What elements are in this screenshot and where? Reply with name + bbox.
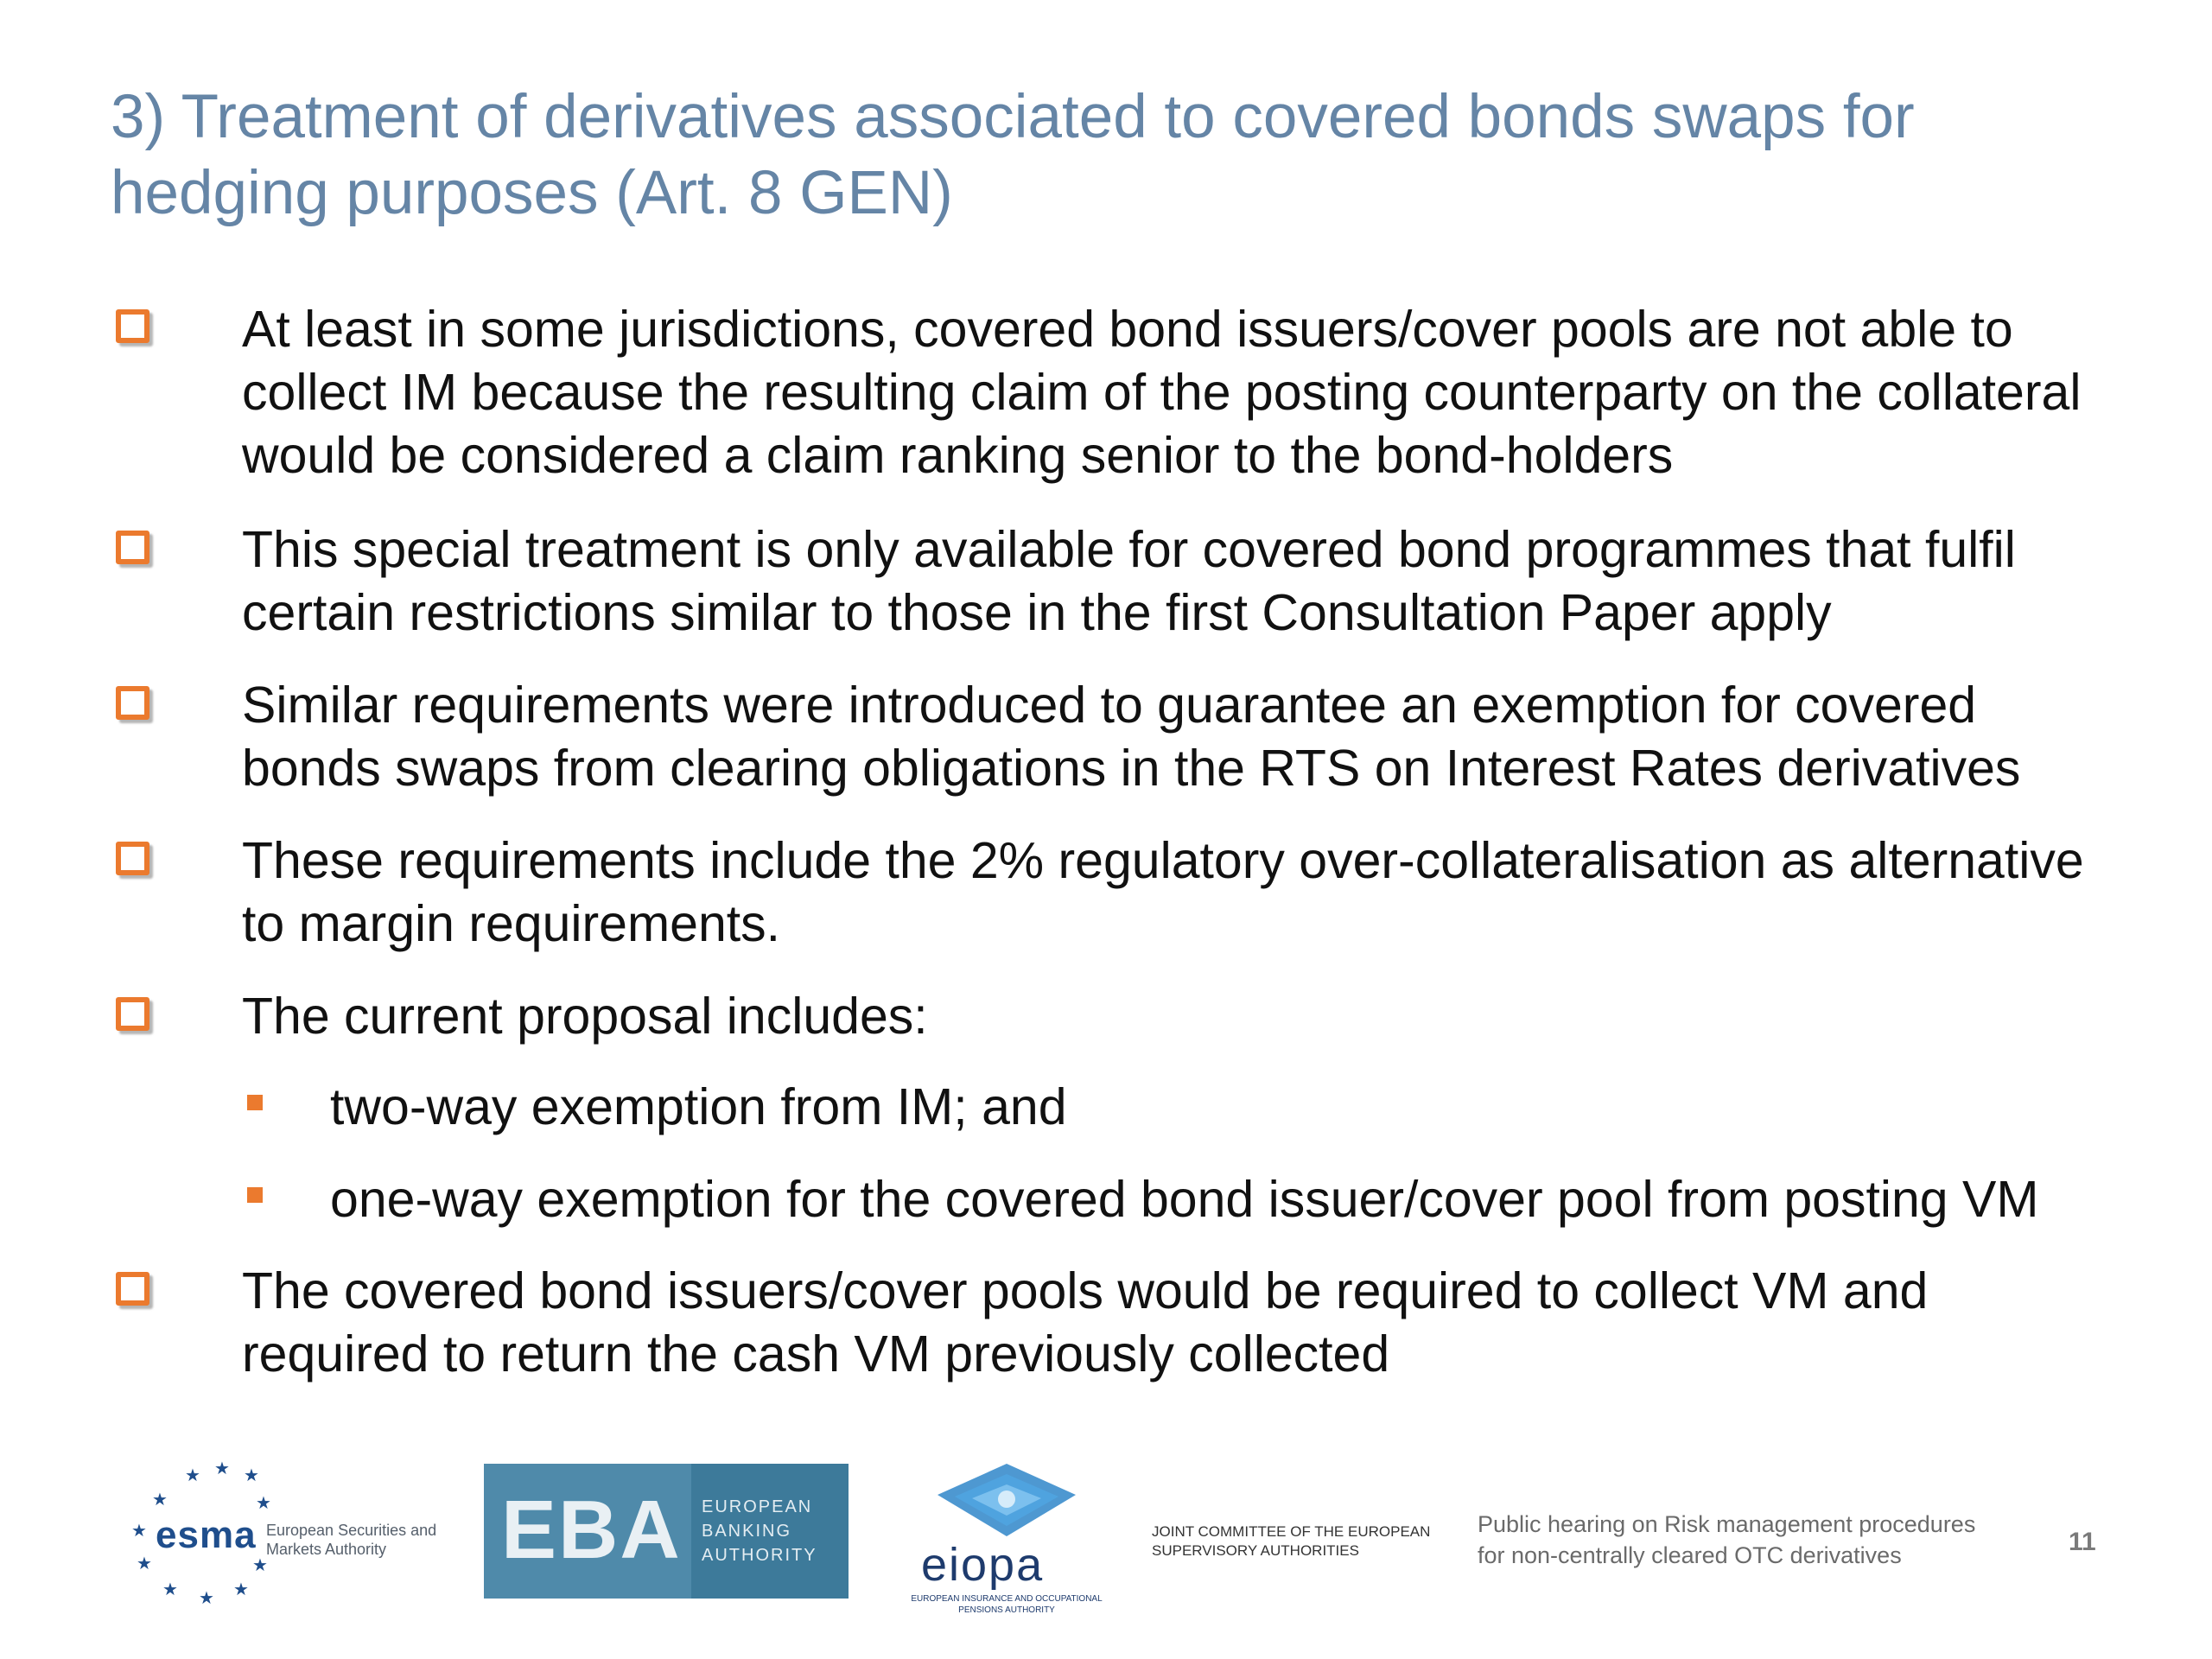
sub-bullet-item: one-way exemption for the covered bond issuer/cover pool from posting VM	[330, 1171, 2039, 1228]
joint-committee-label: JOINT COMMITTEE OF THE EUROPEAN SUPERVISORY AUTHORITIES	[1152, 1523, 1431, 1559]
eba-wordmark: EBA	[501, 1484, 682, 1576]
star-icon: ★	[256, 1494, 271, 1513]
star-icon: ★	[214, 1459, 230, 1478]
eba-logo	[484, 1464, 849, 1599]
bullet-item: Similar requirements were introduced to guarantee an exemption for covered bonds swaps from clearing obligations in the RTS on Interest Rates derivatives	[242, 677, 2021, 797]
star-icon: ★	[199, 1589, 214, 1608]
bullet-item: The covered bond issuers/cover pools would be required to collect VM and required to return the cash VM previously collected	[242, 1262, 1929, 1382]
eiopa-emblem-icon	[890, 1459, 1123, 1545]
star-icon: ★	[137, 1554, 152, 1573]
bullet-item: At least in some jurisdictions, covered bond issuers/cover pools are not able to collect IM because the resulting claim of the posting counterparty on the collateral would be considered a claim ranking senior to the bond-holders	[242, 301, 2082, 484]
checkbox-bullet-icon	[116, 842, 149, 875]
sub-bullet-item: two-way exemption from IM; and	[330, 1078, 1067, 1135]
esma-logo	[118, 1460, 463, 1616]
star-icon: ★	[152, 1491, 168, 1510]
checkbox-bullet-icon	[116, 997, 149, 1031]
page-number: 11	[2069, 1528, 2096, 1556]
esma-wordmark: esma	[156, 1514, 257, 1556]
eba-caption-line: AUTHORITY	[702, 1546, 817, 1565]
star-icon: ★	[252, 1556, 268, 1575]
esma-subtitle: European Securities and Markets Authority	[266, 1522, 437, 1558]
footer	[0, 1452, 2212, 1642]
bullet-item: The current proposal includes:	[242, 988, 928, 1045]
star-icon: ★	[233, 1580, 249, 1599]
eiopa-logo	[890, 1459, 1123, 1614]
bullet-item: This special treatment is only available for covered bond programmes that fulfil certain restrictions similar to those in the first Consultation Paper apply	[242, 521, 2016, 641]
checkbox-bullet-icon	[116, 309, 149, 343]
footer-caption	[1478, 1509, 2031, 1571]
eba-caption-line: EUROPEAN	[702, 1497, 813, 1516]
eiopa-subtitle: EUROPEAN INSURANCE AND OCCUPATIONAL PENSIONS AUTHORITY	[911, 1594, 1103, 1615]
slide-title: 3) Treatment of derivatives associated to covered bonds swaps for hedging purposes (Art. 8 GEN)	[111, 83, 1915, 227]
star-icon: ★	[162, 1580, 178, 1599]
checkbox-bullet-icon	[116, 686, 149, 720]
bullet-item: These requirements include the 2% regulatory over-collateralisation as alternative to margin requirements.	[242, 832, 2084, 952]
square-bullet-icon	[247, 1187, 263, 1203]
footer-caption-line: Public hearing on Risk management procedures	[1478, 1511, 1976, 1537]
checkbox-bullet-icon	[116, 1272, 149, 1306]
star-icon: ★	[185, 1466, 200, 1485]
checkbox-bullet-icon	[116, 531, 149, 564]
eba-caption	[702, 1495, 849, 1567]
star-icon: ★	[131, 1522, 147, 1541]
eiopa-wordmark: eiopa	[921, 1539, 1045, 1591]
eba-caption-line: BANKING	[702, 1522, 792, 1541]
footer-caption-line: for non-centrally cleared OTC derivatives	[1478, 1542, 1902, 1568]
square-bullet-icon	[247, 1095, 263, 1110]
star-icon: ★	[244, 1466, 259, 1485]
